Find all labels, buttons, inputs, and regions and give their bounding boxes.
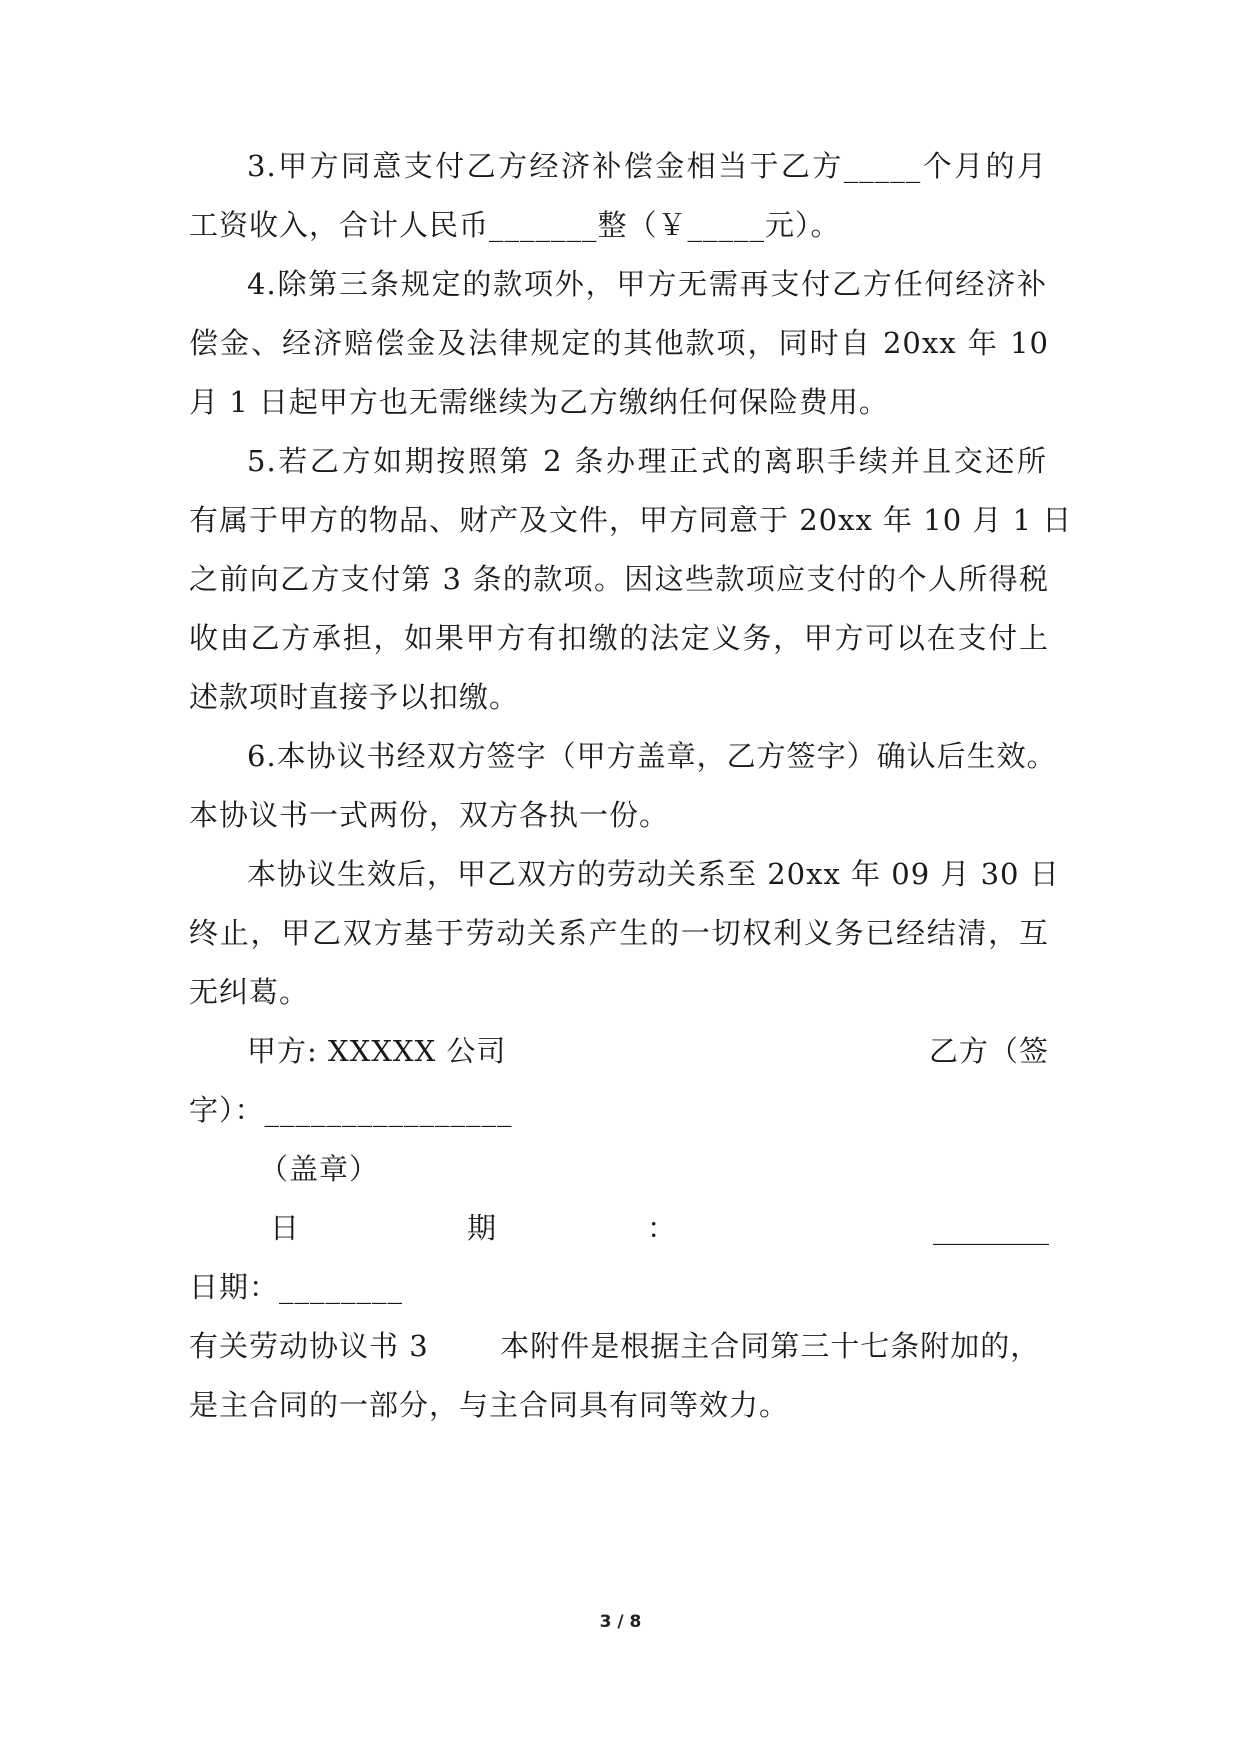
- paragraph-5-line-1: 5.若乙方如期按照第 2 条办理正式的离职手续并且交还所: [247, 444, 1047, 478]
- paragraph-6-line-2: 本协议书一式两份，双方各执一份。: [189, 798, 670, 832]
- date-char-2: 期: [467, 1211, 497, 1245]
- paragraph-4-line-2: 偿金、经济赔偿金及法律规定的其他款项，同时自 20xx 年 10: [189, 326, 1049, 360]
- paragraph-5-line-4: 收由乙方承担，如果甲方有扣缴的法定义务，甲方可以在支付上: [189, 621, 1049, 655]
- seal-label: （盖章）: [259, 1152, 380, 1186]
- paragraph-5-line-5: 述款项时直接予以扣缴。: [189, 680, 520, 714]
- effect-paragraph-line-3: 无纠葛。: [189, 975, 310, 1009]
- paragraph-4-line-3: 月 1 日起甲方也无需继续为乙方缴纳任何保险费用。: [189, 385, 889, 419]
- paragraph-3-line-1: 3.甲方同意支付乙方经济补偿金相当于乙方_____个月的月: [247, 149, 1047, 183]
- party-b-label-start: 乙方（签: [928, 1034, 1049, 1068]
- next-section-line-2: 是主合同的一部分，与主合同具有同等效力。: [189, 1388, 790, 1422]
- paragraph-3-line-2: 工资收入，合计人民币_______整（￥_____元）。: [189, 208, 841, 242]
- paragraph-6-line-1: 6.本协议书经双方签字（甲方盖章，乙方签字）确认后生效。: [247, 739, 1057, 773]
- paragraph-4-line-1: 4.除第三条规定的款项外，甲方无需再支付乙方任何经济补: [247, 267, 1047, 301]
- effect-paragraph-line-1: 本协议生效后，甲乙双方的劳动关系至 20xx 年 09 月 30 日: [247, 857, 1060, 891]
- date-colon: ：: [647, 1211, 677, 1245]
- page-number: 3 / 8: [599, 1612, 642, 1632]
- party-b-date: 日期：________: [189, 1270, 404, 1304]
- party-a-label: 甲方: XXXXX 公司: [247, 1034, 507, 1068]
- paragraph-5-line-2: 有属于甲方的物品、财产及文件，甲方同意于 20xx 年 10 月 1 日: [189, 503, 1073, 537]
- party-b-signature-line: 字）：________________: [189, 1093, 513, 1127]
- date-blank: ________: [933, 1211, 1049, 1245]
- date-char-1: 日: [270, 1211, 300, 1245]
- effect-paragraph-line-2: 终止，甲乙双方基于劳动关系产生的一切权利义务已经结清，互: [189, 916, 1049, 950]
- paragraph-5-line-3: 之前向乙方支付第 3 条的款项。因这些款项应支付的个人所得税: [189, 562, 1049, 596]
- next-section-line-1: 有关劳动协议书 3 本附件是根据主合同第三十七条附加的，: [189, 1329, 1041, 1363]
